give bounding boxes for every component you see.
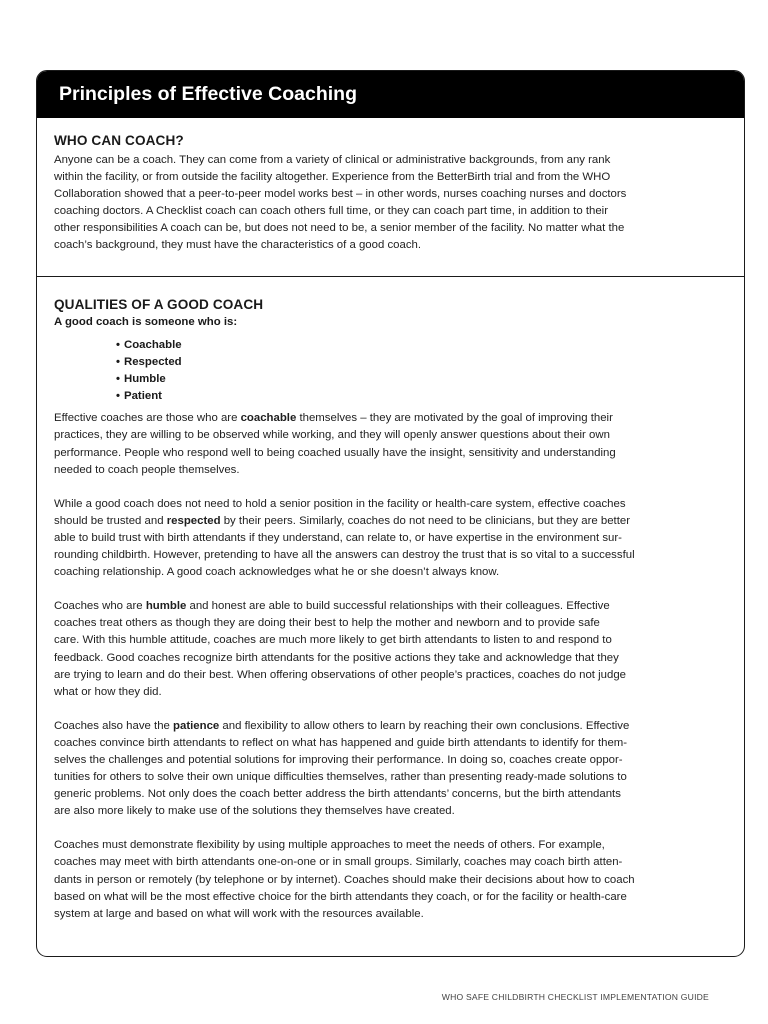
text-line: Anyone can be a coach. They can come from a variety of clinical or administrative backgrounds, from any rank xyxy=(54,154,611,166)
text-line: Coaches who are humble and honest are able to build successful relationships with their colleagues. Effective xyxy=(54,600,610,613)
text-line: able to build trust with birth attendants if they understand, can relate to, or have expertise in the environment sur- xyxy=(54,531,622,544)
text-line: are trying to learn and do their best. When offering observations of other people’s practices, coaches do not judge xyxy=(54,668,626,681)
bullet-icon: • xyxy=(116,373,120,386)
who-can-coach-paragraph xyxy=(54,152,726,255)
quality-item: • Coachable xyxy=(116,339,182,351)
who-can-coach-heading: WHO CAN COACH? xyxy=(54,133,184,148)
qualities-section xyxy=(37,277,744,923)
text-line: coaching doctors. A Checklist coach can coach others full time, or they can coach part time, in addition to their xyxy=(54,205,609,218)
body-paragraph xyxy=(54,410,726,478)
text-line: coach’s background, they must have the characteristics of a good coach. xyxy=(54,239,422,252)
text-line: coaches may meet with birth attendants one-on-one or in small groups. Similarly, coaches may coach birth atten- xyxy=(54,856,623,869)
text-line: practices, they are willing to be observed while working, and they will openly answer questions about their own xyxy=(54,429,610,442)
emphasis-term: patience xyxy=(173,719,220,732)
text-line: system at large and based on what will work with the resources available. xyxy=(54,907,424,920)
text-line: performance. People who respond well to being coached usually have the insight, sensitivity and understanding xyxy=(54,446,616,459)
footer-text: WHO SAFE CHILDBIRTH CHECKLIST IMPLEMENTATION GUIDE xyxy=(441,992,709,1002)
text-line: coaches treat others as though they are doing their best to help the mother and newborn and to provide safe xyxy=(54,617,600,630)
text-line: rounding childbirth. However, pretending to have all the answers can destroy the trust that is so vital to a successful xyxy=(54,549,635,562)
paragraph-gap xyxy=(54,581,726,598)
text-line: Collaboration showed that a peer-to-peer model works best – in other words, nurses coaching nurses and doctors xyxy=(54,188,627,201)
emphasis-term: respected xyxy=(166,514,221,527)
text-line: dants in person or remotely (by telephone or by internet). Coaches should make their decisions about how to coach xyxy=(54,873,635,886)
emphasis-term: coachable xyxy=(240,412,297,425)
quality-item: • Patient xyxy=(116,390,162,403)
box-title: Principles of Effective Coaching xyxy=(59,83,357,105)
text-line: tunities for others to solve their own unique difficulties themselves, rather than presenting ready-made solutions to xyxy=(54,771,627,784)
bullet-icon: • xyxy=(116,390,120,403)
bullet-icon: • xyxy=(116,356,120,369)
qualities-list xyxy=(54,337,726,405)
text-line: within the facility, or from outside the facility altogether. Experience from the BetterBirth trial and from the WHO xyxy=(54,171,611,184)
text-line: selves the challenges and potential solutions for improving their performance. In doing so, coaches create oppor- xyxy=(54,753,623,766)
qualities-paragraphs xyxy=(54,410,726,922)
text-line: Effective coaches are those who are coachable themselves – they are motivated by the goal of improving their xyxy=(54,412,613,425)
text-line: care. With this humble attitude, coaches are much more likely to get birth attendants to listen to and respond to xyxy=(54,634,612,647)
text-line: based on what will be the most effective choice for the birth attendants they coach, or for the facility or health-care xyxy=(54,890,627,903)
text-line: needed to coach people themselves. xyxy=(54,463,240,476)
paragraph-gap xyxy=(54,479,726,496)
text-line: are also more likely to make use of the solutions they themselves have created. xyxy=(54,805,455,818)
text-line: Coaches must demonstrate flexibility by using multiple approaches to meet the needs of others. For example, xyxy=(54,839,605,852)
body-paragraph xyxy=(54,496,726,581)
paragraph-gap xyxy=(54,820,726,837)
quality-item: • Respected xyxy=(116,356,182,369)
text-line: feedback. Good coaches recognize birth attendants for the positive actions they take and acknowledge that they xyxy=(54,651,619,664)
text-line: should be trusted and respected by their peers. Similarly, coaches do not need to be clinicians, but they are better xyxy=(54,514,631,527)
quality-item: • Humble xyxy=(116,373,166,386)
paragraph-gap xyxy=(54,701,726,718)
text-line: coaching relationship. A good coach acknowledges what he or she doesn’t always know. xyxy=(54,566,500,579)
text-line: what or how they did. xyxy=(54,685,162,698)
qualities-lead: A good coach is someone who is: xyxy=(54,316,238,328)
emphasis-term: humble xyxy=(145,600,187,613)
body-paragraph xyxy=(54,718,726,821)
text-line: coaches convince birth attendants to reflect on what has happened and guide birth attendants to identify for them- xyxy=(54,736,628,749)
body-paragraph xyxy=(54,598,726,701)
qualities-heading: QUALITIES OF A GOOD COACH xyxy=(54,297,264,312)
text-line: While a good coach does not need to hold a senior position in the facility or health-care system, effective coaches xyxy=(54,497,626,510)
who-can-coach-section xyxy=(37,118,744,276)
body-paragraph xyxy=(54,837,726,922)
box-title-bar xyxy=(37,71,744,118)
text-line: generic problems. Not only does the coach better address the birth attendants’ concerns, but the birth attendants xyxy=(54,788,621,801)
text-line: other responsibilities A coach can be, but does not need to be, a senior member of the facility. No matter what the xyxy=(54,222,625,235)
text-line: Coaches also have the patience and flexibility to allow others to learn by reaching their own conclusions. Effective xyxy=(54,719,630,732)
coaching-principles-box xyxy=(36,70,745,957)
bullet-icon: • xyxy=(116,339,120,351)
